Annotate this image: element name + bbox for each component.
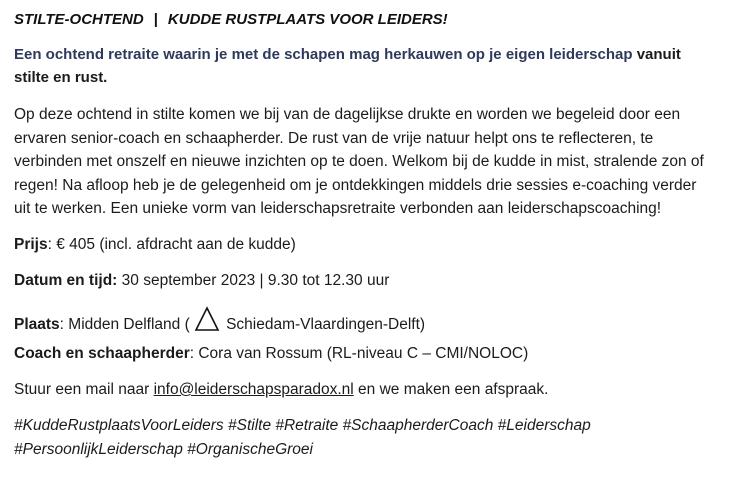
mail-after: en we maken een afspraak. — [353, 381, 549, 398]
price-value: : € 405 (incl. afdracht aan de kudde) — [47, 236, 296, 253]
hashtags-line-2: #PersoonlijkLeiderschap #OrganischeGroei — [14, 441, 313, 458]
date-value: 30 september 2023 | 9.30 tot 12.30 uur — [117, 272, 390, 289]
location-after: Schiedam-Vlaardingen-Delft) — [221, 316, 426, 333]
coach-value: : Cora van Rossum (RL-niveau C – CMI/NOLOC) — [189, 345, 529, 362]
page-title — [14, 9, 448, 31]
lead-line-2: stilte en rust. — [14, 69, 108, 86]
coach-label: Coach en schaapherder — [14, 345, 190, 362]
lead-text: Een ochtend retraite waarin je met de schapen mag herkauwen op je eigen leiderschap — [14, 46, 633, 63]
price-field — [14, 234, 296, 256]
triangle-icon — [194, 306, 220, 339]
hashtags-line-1: #KuddeRustplaatsVoorLeiders #Stilte #Retraite #SchaapherderCoach #Leiderschap — [14, 417, 591, 434]
date-label: Datum en tijd: — [14, 272, 118, 289]
intro-paragraph — [14, 103, 750, 221]
paragraph-line: ervaren senior-coach en schaapherder. De rust van de vrije natuur helpt ons te reflecteren, te — [14, 129, 654, 147]
location-before: : Midden Delfland ( — [59, 316, 190, 333]
lead-line-1 — [14, 44, 681, 66]
price-label: Prijs — [14, 236, 48, 253]
location-field — [14, 306, 425, 339]
mail-line — [14, 379, 548, 401]
date-field — [14, 270, 389, 292]
paragraph-line: regen! Na afloop heb je de gelegenheid om je ontdekkingen middels drie sessies e-coaching verder — [14, 176, 697, 194]
paragraph-line: verbinden met onszelf en nieuwe inzichten op te doen. Welkom bij de kudde in mist, stralende zon of — [14, 153, 704, 171]
title-separator: | — [153, 11, 158, 28]
lead-tail: vanuit — [632, 46, 681, 63]
title-right: KUDDE RUSTPLAATS VOOR LEIDERS! — [167, 11, 448, 28]
coach-field — [14, 343, 528, 365]
paragraph-line: Op deze ochtend in stilte komen we bij van de dagelijkse drukte en worden we begeleid door een — [14, 106, 681, 123]
paragraph-line: uit te werken. Een unieke vorm van leiderschapsretraite verbonden aan leiderschapscoaching! — [14, 200, 662, 218]
location-label: Plaats — [14, 316, 60, 333]
email-link[interactable]: info@leiderschapsparadox.nl — [153, 381, 354, 398]
title-left: STILTE-OCHTEND — [14, 11, 144, 28]
mail-before: Stuur een mail naar — [14, 381, 154, 398]
